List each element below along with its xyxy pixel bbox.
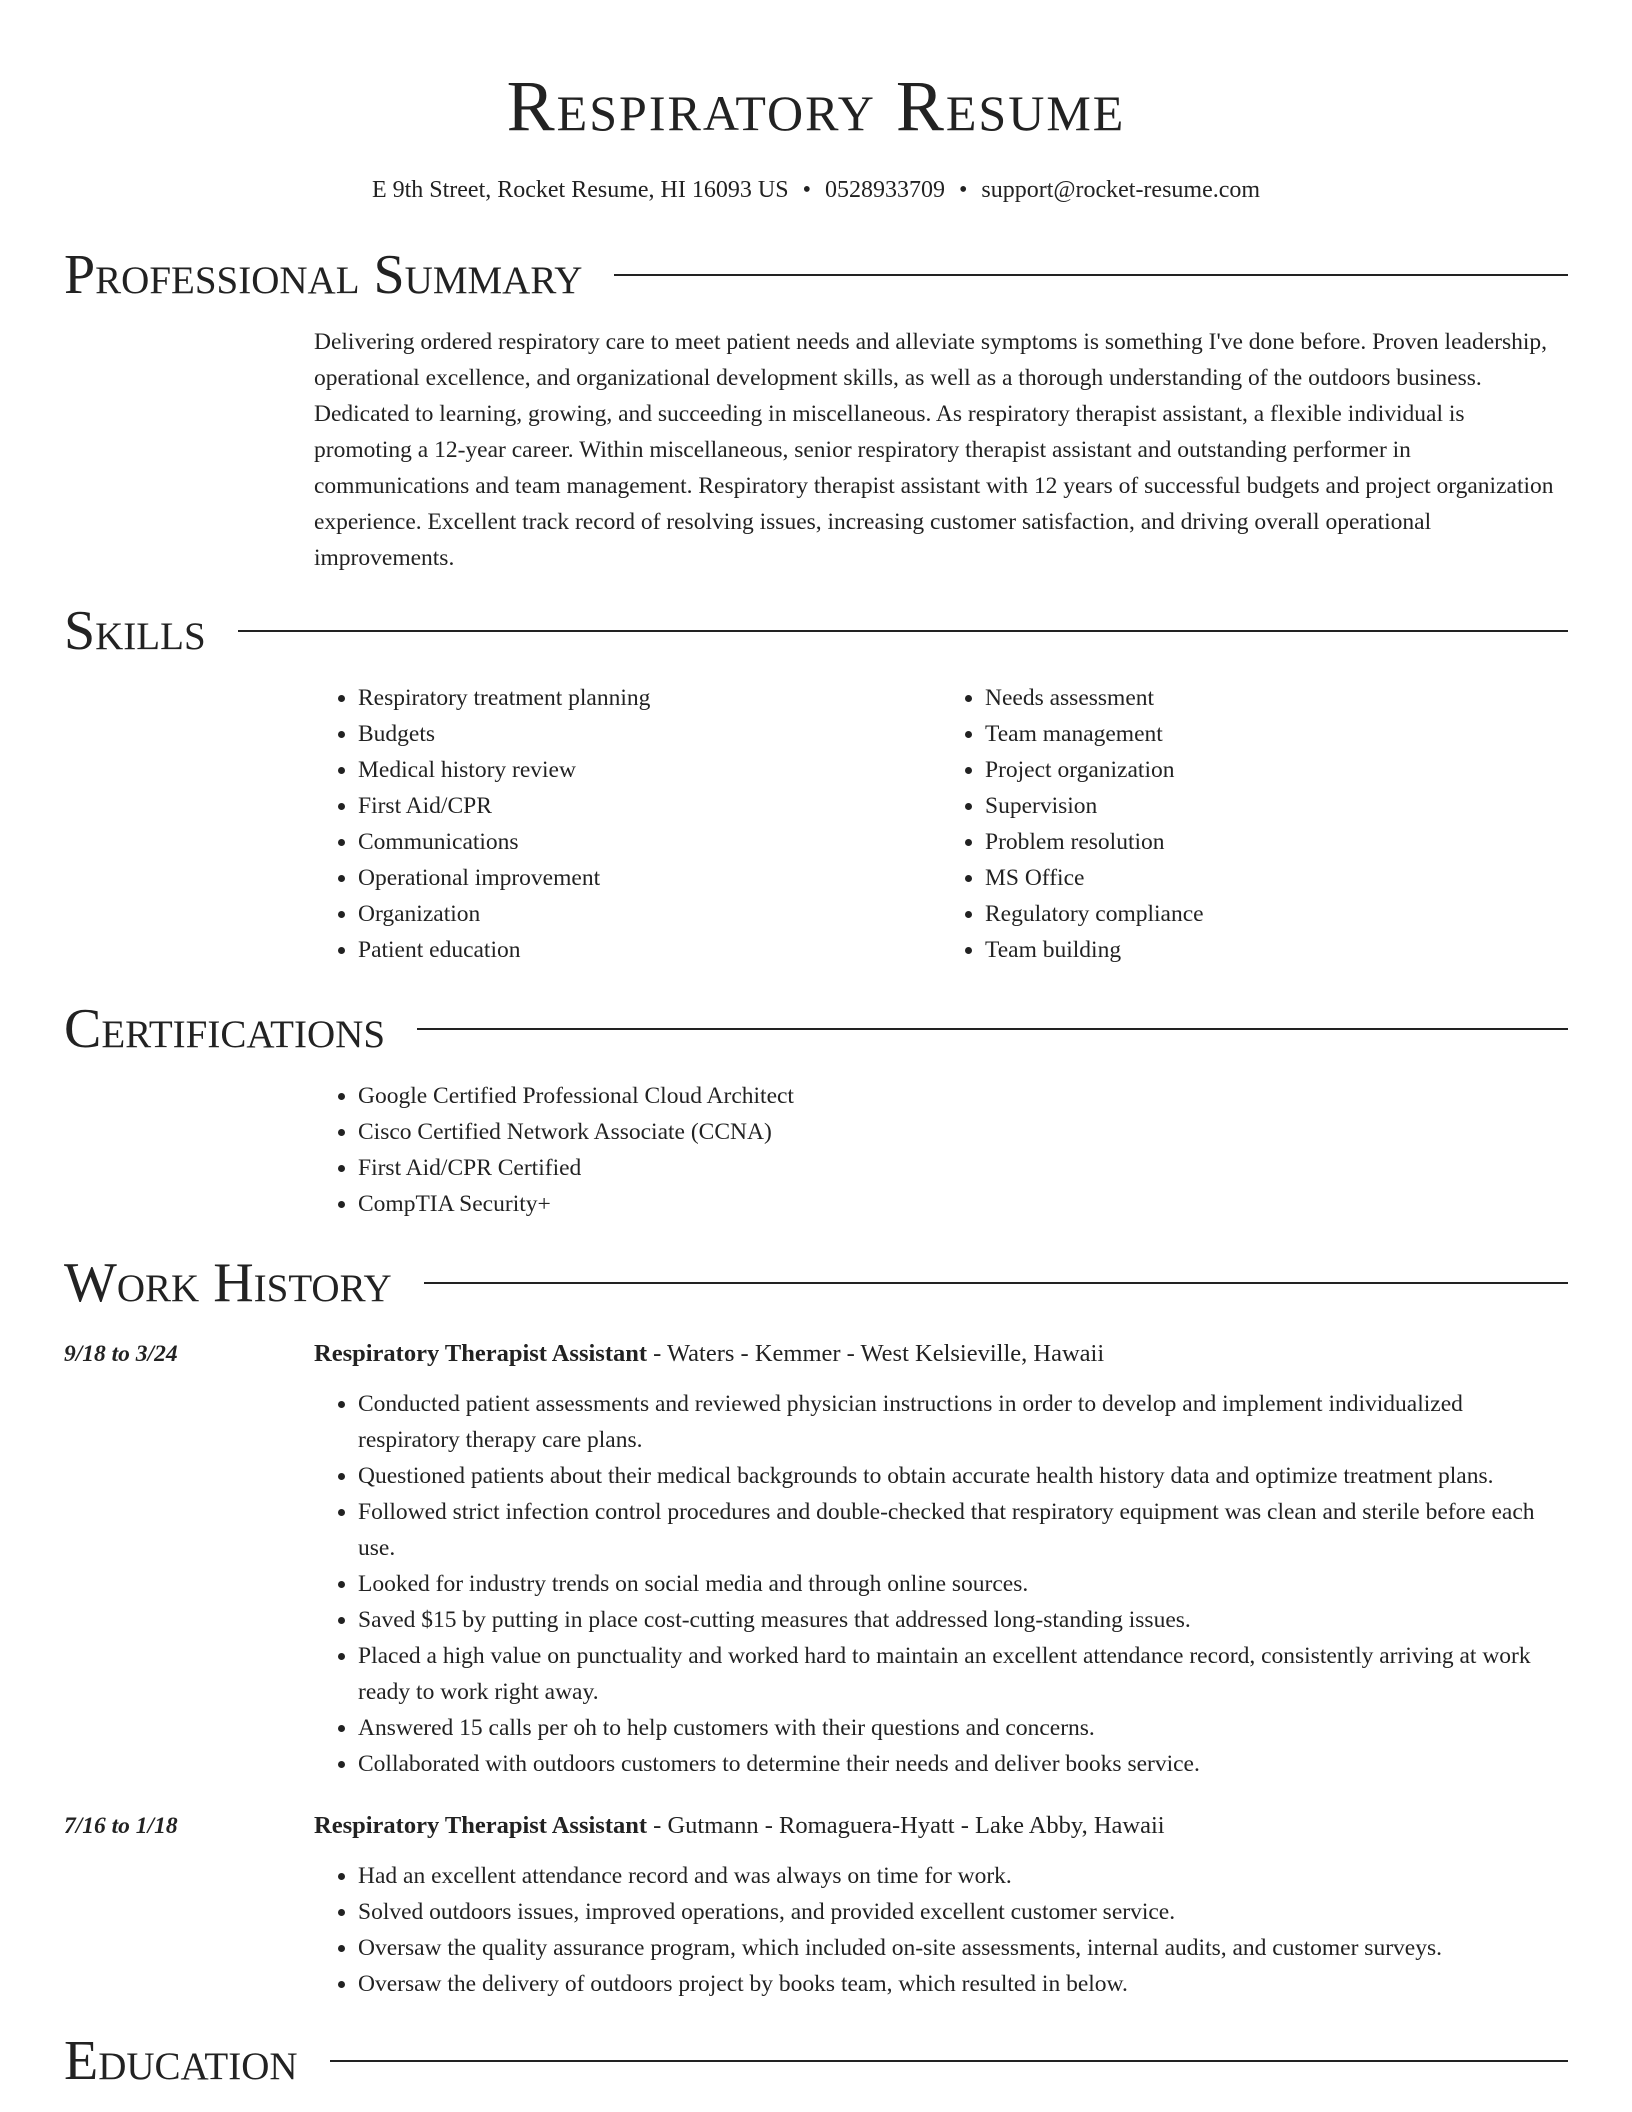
skill-item: • Needs assessment xyxy=(985,680,1568,716)
job-duty-item: • Conducted patient assessments and reviewed physician instructions in order to develop and implement individualized respiratory therapy care plans. xyxy=(358,1386,1568,1458)
certification-item: • CompTIA Security+ xyxy=(358,1186,1568,1222)
section-header-work-history xyxy=(64,1248,1568,1318)
job-duty-item: • Looked for industry trends on social media and through online sources. xyxy=(358,1566,1568,1602)
section-title-skills: Skills xyxy=(64,600,206,662)
skill-item: • Team building xyxy=(985,932,1568,968)
section-title-work-history: Work History xyxy=(64,1252,392,1314)
certification-item: • Cisco Certified Network Associate (CCNA) xyxy=(358,1114,1568,1150)
resume-name: Respiratory Resume xyxy=(506,66,1126,146)
contact-email[interactable]: support@rocket-resume.com xyxy=(981,177,1261,203)
job-dates: 9/18 to 3/24 xyxy=(64,1341,178,1367)
skill-item: • Medical history review xyxy=(358,752,941,788)
job-duty-item: • Followed strict infection control procedures and double-checked that respiratory equipment was clean and sterile before each use. xyxy=(358,1494,1568,1566)
section-divider xyxy=(330,2060,1568,2062)
job-dates: 7/16 to 1/18 xyxy=(64,1813,178,1839)
job-duty-item: • Questioned patients about their medical backgrounds to obtain accurate health history data and optimize treatment plans. xyxy=(358,1458,1568,1494)
job-duty-item: • Oversaw the delivery of outdoors project by books team, which resulted in below. xyxy=(358,1966,1568,2002)
skill-item: • Regulatory compliance xyxy=(985,896,1568,932)
section-divider xyxy=(238,630,1568,632)
job-title: Respiratory Therapist Assistant xyxy=(314,1340,648,1367)
section-divider xyxy=(417,1028,1568,1030)
contact-address: E 9th Street, Rocket Resume, HI 16093 US xyxy=(371,177,789,203)
section-divider xyxy=(614,274,1568,276)
skill-item: • Respiratory treatment planning xyxy=(358,680,941,716)
contact-line xyxy=(64,174,1568,206)
section-title-education: Education xyxy=(64,2030,298,2092)
section-title-summary: Professional Summary xyxy=(64,244,583,306)
skill-item: • Supervision xyxy=(985,788,1568,824)
skill-item: • Organization xyxy=(358,896,941,932)
job-duty-item: • Had an excellent attendance record and was always on time for work. xyxy=(358,1858,1568,1894)
contact-separator: • xyxy=(802,177,811,203)
job-duty-item: • Answered 15 calls per oh to help customers with their questions and concerns. xyxy=(358,1710,1568,1746)
section-header-skills xyxy=(64,596,1568,666)
certifications-list xyxy=(314,1078,1568,1222)
job-duties xyxy=(314,1858,1568,2002)
job-duties xyxy=(314,1386,1568,1782)
skill-item: • Team management xyxy=(985,716,1568,752)
resume-page xyxy=(64,0,1568,2096)
job-title-line xyxy=(314,1808,1568,1844)
job-title-line xyxy=(314,1336,1568,1372)
skill-item: • MS Office xyxy=(985,860,1568,896)
skill-item: • Project organization xyxy=(985,752,1568,788)
job-duty-item: • Oversaw the quality assurance program, which included on-site assessments, internal audits, and customer surveys. xyxy=(358,1930,1568,1966)
skills-list xyxy=(314,680,1568,968)
section-title-certifications: Certifications xyxy=(64,998,386,1060)
contact-separator: • xyxy=(958,177,968,203)
job-entry xyxy=(64,1336,1568,1782)
section-divider xyxy=(424,1282,1568,1284)
job-duty-item: • Placed a high value on punctuality and worked hard to maintain an excellent attendance record, consistently arriving at work ready to work right away. xyxy=(358,1638,1568,1710)
certification-item: • First Aid/CPR Certified xyxy=(358,1150,1568,1186)
job-duty-item: • Collaborated with outdoors customers to determine their needs and deliver books service. xyxy=(358,1746,1568,1782)
job-employer-location: - Waters - Kemmer - West Kelsieville, Hawaii xyxy=(647,1340,1105,1367)
job-duty-item: • Saved $15 by putting in place cost-cutting measures that addressed long-standing issues. xyxy=(358,1602,1568,1638)
job-employer-location: - Gutmann - Romaguera-Hyatt - Lake Abby, Hawaii xyxy=(647,1812,1165,1839)
certification-item: • Google Certified Professional Cloud Architect xyxy=(358,1078,1568,1114)
summary-text: Delivering ordered respiratory care to meet patient needs and alleviate symptoms is something I've done before. Proven leadership, operational excellence, and organizational development skills, as well as a thorough understanding of the outdoors business. Dedicated to learning, growing, and succeeding in miscellaneous. As respiratory therapist assistant, a flexible individual is promoting a 12-year career. Within miscellaneous, senior respiratory therapist assistant and outstanding performer in communications and team management. Respiratory therapist assistant with 12 years of successful budgets and project organization experience. Excellent track record of resolving issues, increasing customer satisfaction, and driving overall operational improvements. xyxy=(314,329,1554,571)
section-header-certifications xyxy=(64,994,1568,1064)
skill-item: • Operational improvement xyxy=(358,860,941,896)
skill-item: • Patient education xyxy=(358,932,941,968)
skill-item: • First Aid/CPR xyxy=(358,788,941,824)
job-entry xyxy=(64,1808,1568,2002)
skills-column-left xyxy=(314,680,941,968)
contact-phone: 0528933709 xyxy=(824,177,945,203)
section-header-education xyxy=(64,2026,1568,2096)
skill-item: • Budgets xyxy=(358,716,941,752)
job-title: Respiratory Therapist Assistant xyxy=(314,1812,648,1839)
skill-item: • Problem resolution xyxy=(985,824,1568,860)
skills-column-right xyxy=(941,680,1568,968)
skill-item: • Communications xyxy=(358,824,941,860)
job-duty-item: • Solved outdoors issues, improved operations, and provided excellent customer service. xyxy=(358,1894,1568,1930)
section-header-summary xyxy=(64,240,1568,310)
